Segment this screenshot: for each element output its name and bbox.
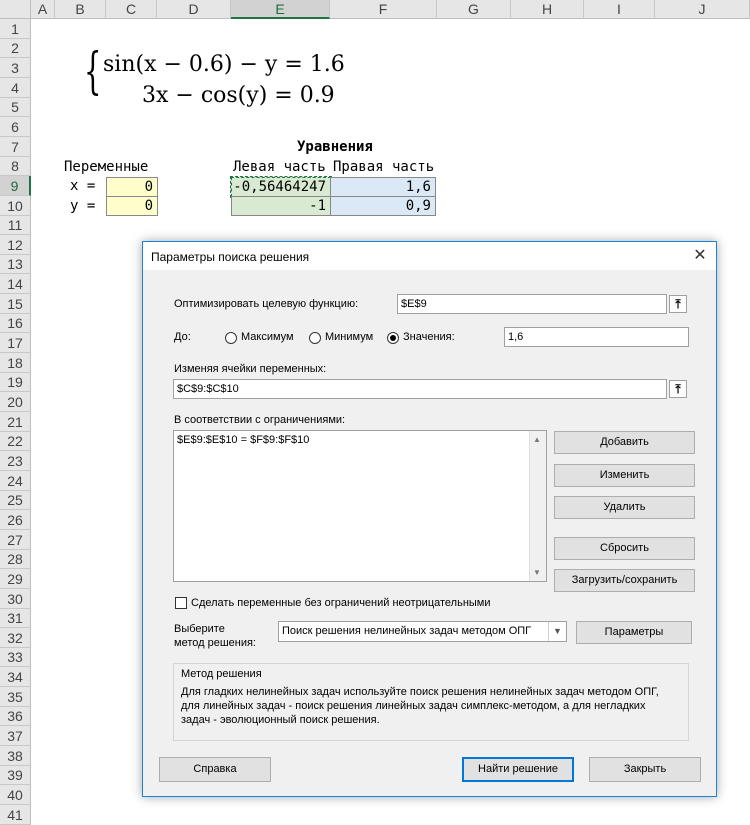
objective-label: Оптимизировать целевую функцию:: [174, 298, 359, 310]
changing-cells-label: Изменяя ячейки переменных:: [174, 363, 327, 375]
method-select[interactable]: [278, 621, 567, 642]
change-button-label: Изменить: [599, 469, 650, 481]
select-all-corner[interactable]: [0, 0, 31, 19]
options-button-label: Параметры: [604, 626, 664, 638]
row-header-9[interactable]: 9: [0, 176, 31, 196]
row-header-19[interactable]: 19: [0, 373, 31, 392]
column-header-j[interactable]: J: [655, 0, 750, 19]
column-header-h[interactable]: H: [511, 0, 584, 19]
method-select-value: Поиск решения нелинейных задач методом ОПГ: [282, 625, 532, 637]
objective-field[interactable]: $E$9: [397, 294, 667, 314]
column-header-e[interactable]: E: [231, 0, 330, 19]
row-header-17[interactable]: 17: [0, 333, 31, 353]
method-description: Для гладких нелинейных задач используйте поиск решения нелинейных задач методом ОПГ, для линейных задач - поиск решения линейных задач симплекс-методом, а для негладких задач - эволюционный поиск решения.: [181, 686, 659, 726]
objective-collapse-icon[interactable]: ⤒: [669, 295, 687, 313]
row-header-15[interactable]: 15: [0, 294, 31, 314]
column-header-d[interactable]: D: [157, 0, 231, 19]
delete-button-label: Удалить: [603, 501, 646, 513]
column-header-c[interactable]: C: [106, 0, 157, 19]
column-header-i[interactable]: I: [584, 0, 655, 19]
cell-e10-left-side[interactable]: -1: [231, 196, 331, 216]
help-button[interactable]: [159, 757, 271, 782]
constraint-item[interactable]: $E$9:$E$10 = $F$9:$F$10: [177, 434, 310, 446]
row-header-33[interactable]: 33: [0, 648, 31, 667]
cell-f10-right-side[interactable]: 0,9: [330, 196, 436, 216]
method-group: [173, 663, 689, 741]
row-header-1[interactable]: 1: [0, 19, 31, 39]
row-header-26[interactable]: 26: [0, 510, 31, 530]
options-button[interactable]: [576, 621, 692, 644]
row-header-23[interactable]: 23: [0, 451, 31, 471]
help-button-label: Справка: [193, 763, 237, 775]
add-button[interactable]: [554, 431, 695, 454]
row-header-28[interactable]: 28: [0, 550, 31, 569]
nonnegative-checkbox[interactable]: [175, 597, 187, 609]
row-header-4[interactable]: 4: [0, 78, 31, 98]
close-button[interactable]: [589, 757, 701, 782]
chevron-down-icon[interactable]: ▼: [548, 622, 566, 641]
row-header-24[interactable]: 24: [0, 471, 31, 491]
close-button-label: Закрыть: [623, 763, 667, 775]
row-header-41[interactable]: 41: [0, 805, 31, 825]
row-header-32[interactable]: 32: [0, 628, 31, 648]
system-brace: {: [84, 42, 102, 100]
reset-button-label: Сбросить: [600, 542, 649, 554]
row-header-20[interactable]: 20: [0, 392, 31, 412]
to-label: До:: [174, 331, 191, 343]
row-header-5[interactable]: 5: [0, 98, 31, 117]
method-group-title: Метод решения: [181, 668, 262, 680]
reset-button[interactable]: [554, 537, 695, 560]
add-button-label: Добавить: [600, 436, 649, 448]
dialog-title: Параметры поиска решения: [151, 250, 310, 264]
row-header-13[interactable]: 13: [0, 255, 31, 274]
x-label: x =: [70, 178, 96, 194]
equations-heading: Уравнения: [297, 139, 373, 155]
row-header-8[interactable]: 8: [0, 157, 31, 176]
solve-button[interactable]: [462, 757, 574, 782]
column-header-b[interactable]: B: [55, 0, 106, 19]
constraints-scrollbar[interactable]: ▲ ▼: [529, 431, 546, 581]
row-header-34[interactable]: 34: [0, 667, 31, 687]
variables-heading: Переменные: [64, 159, 149, 175]
row-header-36[interactable]: 36: [0, 707, 31, 726]
row-header-29[interactable]: 29: [0, 569, 31, 589]
row-header-30[interactable]: 30: [0, 589, 31, 609]
cell-c9-x-value[interactable]: 0: [106, 177, 158, 197]
value-of-radio[interactable]: [387, 332, 399, 344]
nonnegative-label: Сделать переменные без ограничений неотрицательными: [191, 597, 491, 609]
cell-e9-left-side[interactable]: -0,56464247: [231, 177, 331, 197]
y-label: y =: [70, 198, 96, 214]
row-header-6[interactable]: 6: [0, 117, 31, 137]
delete-button[interactable]: [554, 496, 695, 519]
constraints-label: В соответствии с ограничениями:: [174, 414, 346, 426]
row-header-22[interactable]: 22: [0, 432, 31, 451]
row-header-21[interactable]: 21: [0, 412, 31, 432]
changing-cells-field[interactable]: $C$9:$C$10: [173, 379, 667, 399]
row-header-3[interactable]: 3: [0, 58, 31, 78]
row-header-14[interactable]: 14: [0, 274, 31, 294]
row-header-38[interactable]: 38: [0, 746, 31, 766]
solve-button-label: Найти решение: [478, 763, 558, 775]
max-label: Максимум: [241, 331, 294, 343]
row-header-31[interactable]: 31: [0, 609, 31, 628]
close-icon[interactable]: ✕: [693, 247, 707, 264]
load-save-button-label: Загрузить/сохранить: [571, 574, 678, 586]
cell-c10-y-value[interactable]: 0: [106, 196, 158, 216]
load-save-button[interactable]: [554, 569, 695, 592]
row-header-25[interactable]: 25: [0, 491, 31, 510]
equation-2: 3x − cos(y) = 0.9: [142, 83, 335, 108]
row-header-16[interactable]: 16: [0, 314, 31, 333]
row-header-10[interactable]: 10: [0, 196, 31, 216]
constraints-list[interactable]: [173, 430, 547, 582]
column-header-f[interactable]: F: [330, 0, 437, 19]
value-of-field[interactable]: 1,6: [504, 327, 689, 347]
column-header-g[interactable]: G: [437, 0, 511, 19]
row-header-7[interactable]: 7: [0, 137, 31, 157]
solver-parameters-dialog[interactable]: [142, 241, 717, 797]
column-header-a[interactable]: A: [31, 0, 55, 19]
row-header-35[interactable]: 35: [0, 687, 31, 707]
max-radio[interactable]: [225, 332, 237, 344]
min-label: Минимум: [325, 331, 374, 343]
row-header-11[interactable]: 11: [0, 216, 31, 235]
row-header-40[interactable]: 40: [0, 785, 31, 805]
cell-f9-right-side[interactable]: 1,6: [330, 177, 436, 197]
row-header-12[interactable]: 12: [0, 235, 31, 255]
row-header-39[interactable]: 39: [0, 766, 31, 785]
row-header-27[interactable]: 27: [0, 530, 31, 550]
changing-cells-collapse-icon[interactable]: ⤒: [669, 380, 687, 398]
left-side-heading: Левая часть: [233, 159, 326, 175]
min-radio[interactable]: [309, 332, 321, 344]
change-button[interactable]: [554, 464, 695, 487]
dialog-title-bar[interactable]: [143, 242, 716, 270]
equation-1: sin(x − 0.6) − y = 1.6: [103, 52, 345, 77]
row-header-2[interactable]: 2: [0, 39, 31, 58]
row-header-37[interactable]: 37: [0, 726, 31, 746]
row-header-18[interactable]: 18: [0, 353, 31, 373]
method-select-label-2: метод решения:: [174, 637, 256, 649]
value-of-label: Значения:: [403, 331, 455, 343]
right-side-heading: Правая часть: [333, 159, 435, 175]
method-select-label-1: Выберите: [174, 623, 225, 635]
